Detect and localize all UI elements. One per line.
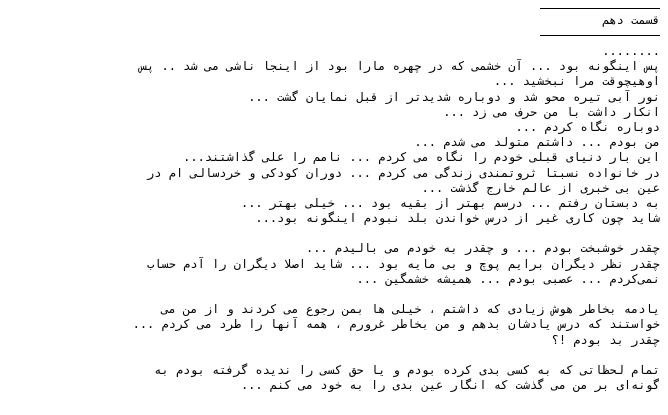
text-line: گونه‌ای بر من می گذشت که انگار عین بدی را به خود می کنم ... [240, 378, 660, 393]
text-line: این بار دنیای قبلی خودم را نگاه می کردم ... نامم را علی گذاشتند... [183, 150, 660, 165]
text-line: من بودم ... داشتم متولد می شدم ... [414, 135, 660, 150]
text-line: عین بی خبری از عالم خارج گذشت ... [421, 180, 660, 195]
heading-rule-bottom [540, 35, 660, 36]
text-line: چقدر بد بودم !؟ [551, 332, 660, 347]
text-line: به دبستان رفتم ... درسم بهتر از بقیه بود ... خیلی بهتر ... [240, 195, 660, 210]
text-line: نمی‌کردم ... عصبی بودم ... همیشه خشمگین ... [356, 271, 660, 286]
text-line: در خانواده نسبتا ثروتمندی زندگی می کردم ... دوران کودکی و خردسالی ام در [147, 165, 660, 180]
text-line: انکار داشت با من حرف می زد ... [443, 104, 660, 119]
text-line: ........ [602, 44, 660, 58]
blank-line [8, 226, 660, 241]
document-body [8, 44, 660, 393]
blank-line [8, 348, 660, 363]
text-line: اوهیچوقت مرا نبخشید ... [493, 74, 660, 89]
heading-rule-top [540, 8, 660, 9]
text-line: پس اینگونه بود ... آن خشمی که در چهره مارا بود از اینجا ناشی می شد .. پس [139, 59, 660, 74]
text-line: شاید چون کاری غیر از درس خواندن بلد نبودم اینگونه بود... [255, 211, 660, 226]
chapter-heading: قسمت دهم [602, 13, 660, 27]
blank-line [8, 287, 660, 302]
text-line: تمام لحظاتی که به کسی بدی کرده بودم و یا حق کسی را ندیده گرفته بودم به [154, 362, 660, 377]
text-line: یادمه بخاطر هوش زیادی که داشتم ، خیلی ها بمن رجوع می کردند و از من می [161, 302, 660, 317]
text-line: چقدر خوشبخت بودم ... و چقدر به خودم می بالیدم ... [305, 241, 660, 256]
text-line: خواستند که درس یادشان بدهم و من بخاطر غرورم ، همه آنها را طرد می کردم ... [132, 317, 660, 332]
text-line: دوباره نگاه کردم ... [515, 119, 660, 134]
text-line: چقدر نظر دیگران برایم پوچ و بی مایه بود ... شاید اصلا دیگران را آدم حساب [147, 256, 660, 271]
text-line: نور آبی تیره محو شد و دوباره شدیدتر از قبل نمایان گشت ... [248, 89, 660, 104]
